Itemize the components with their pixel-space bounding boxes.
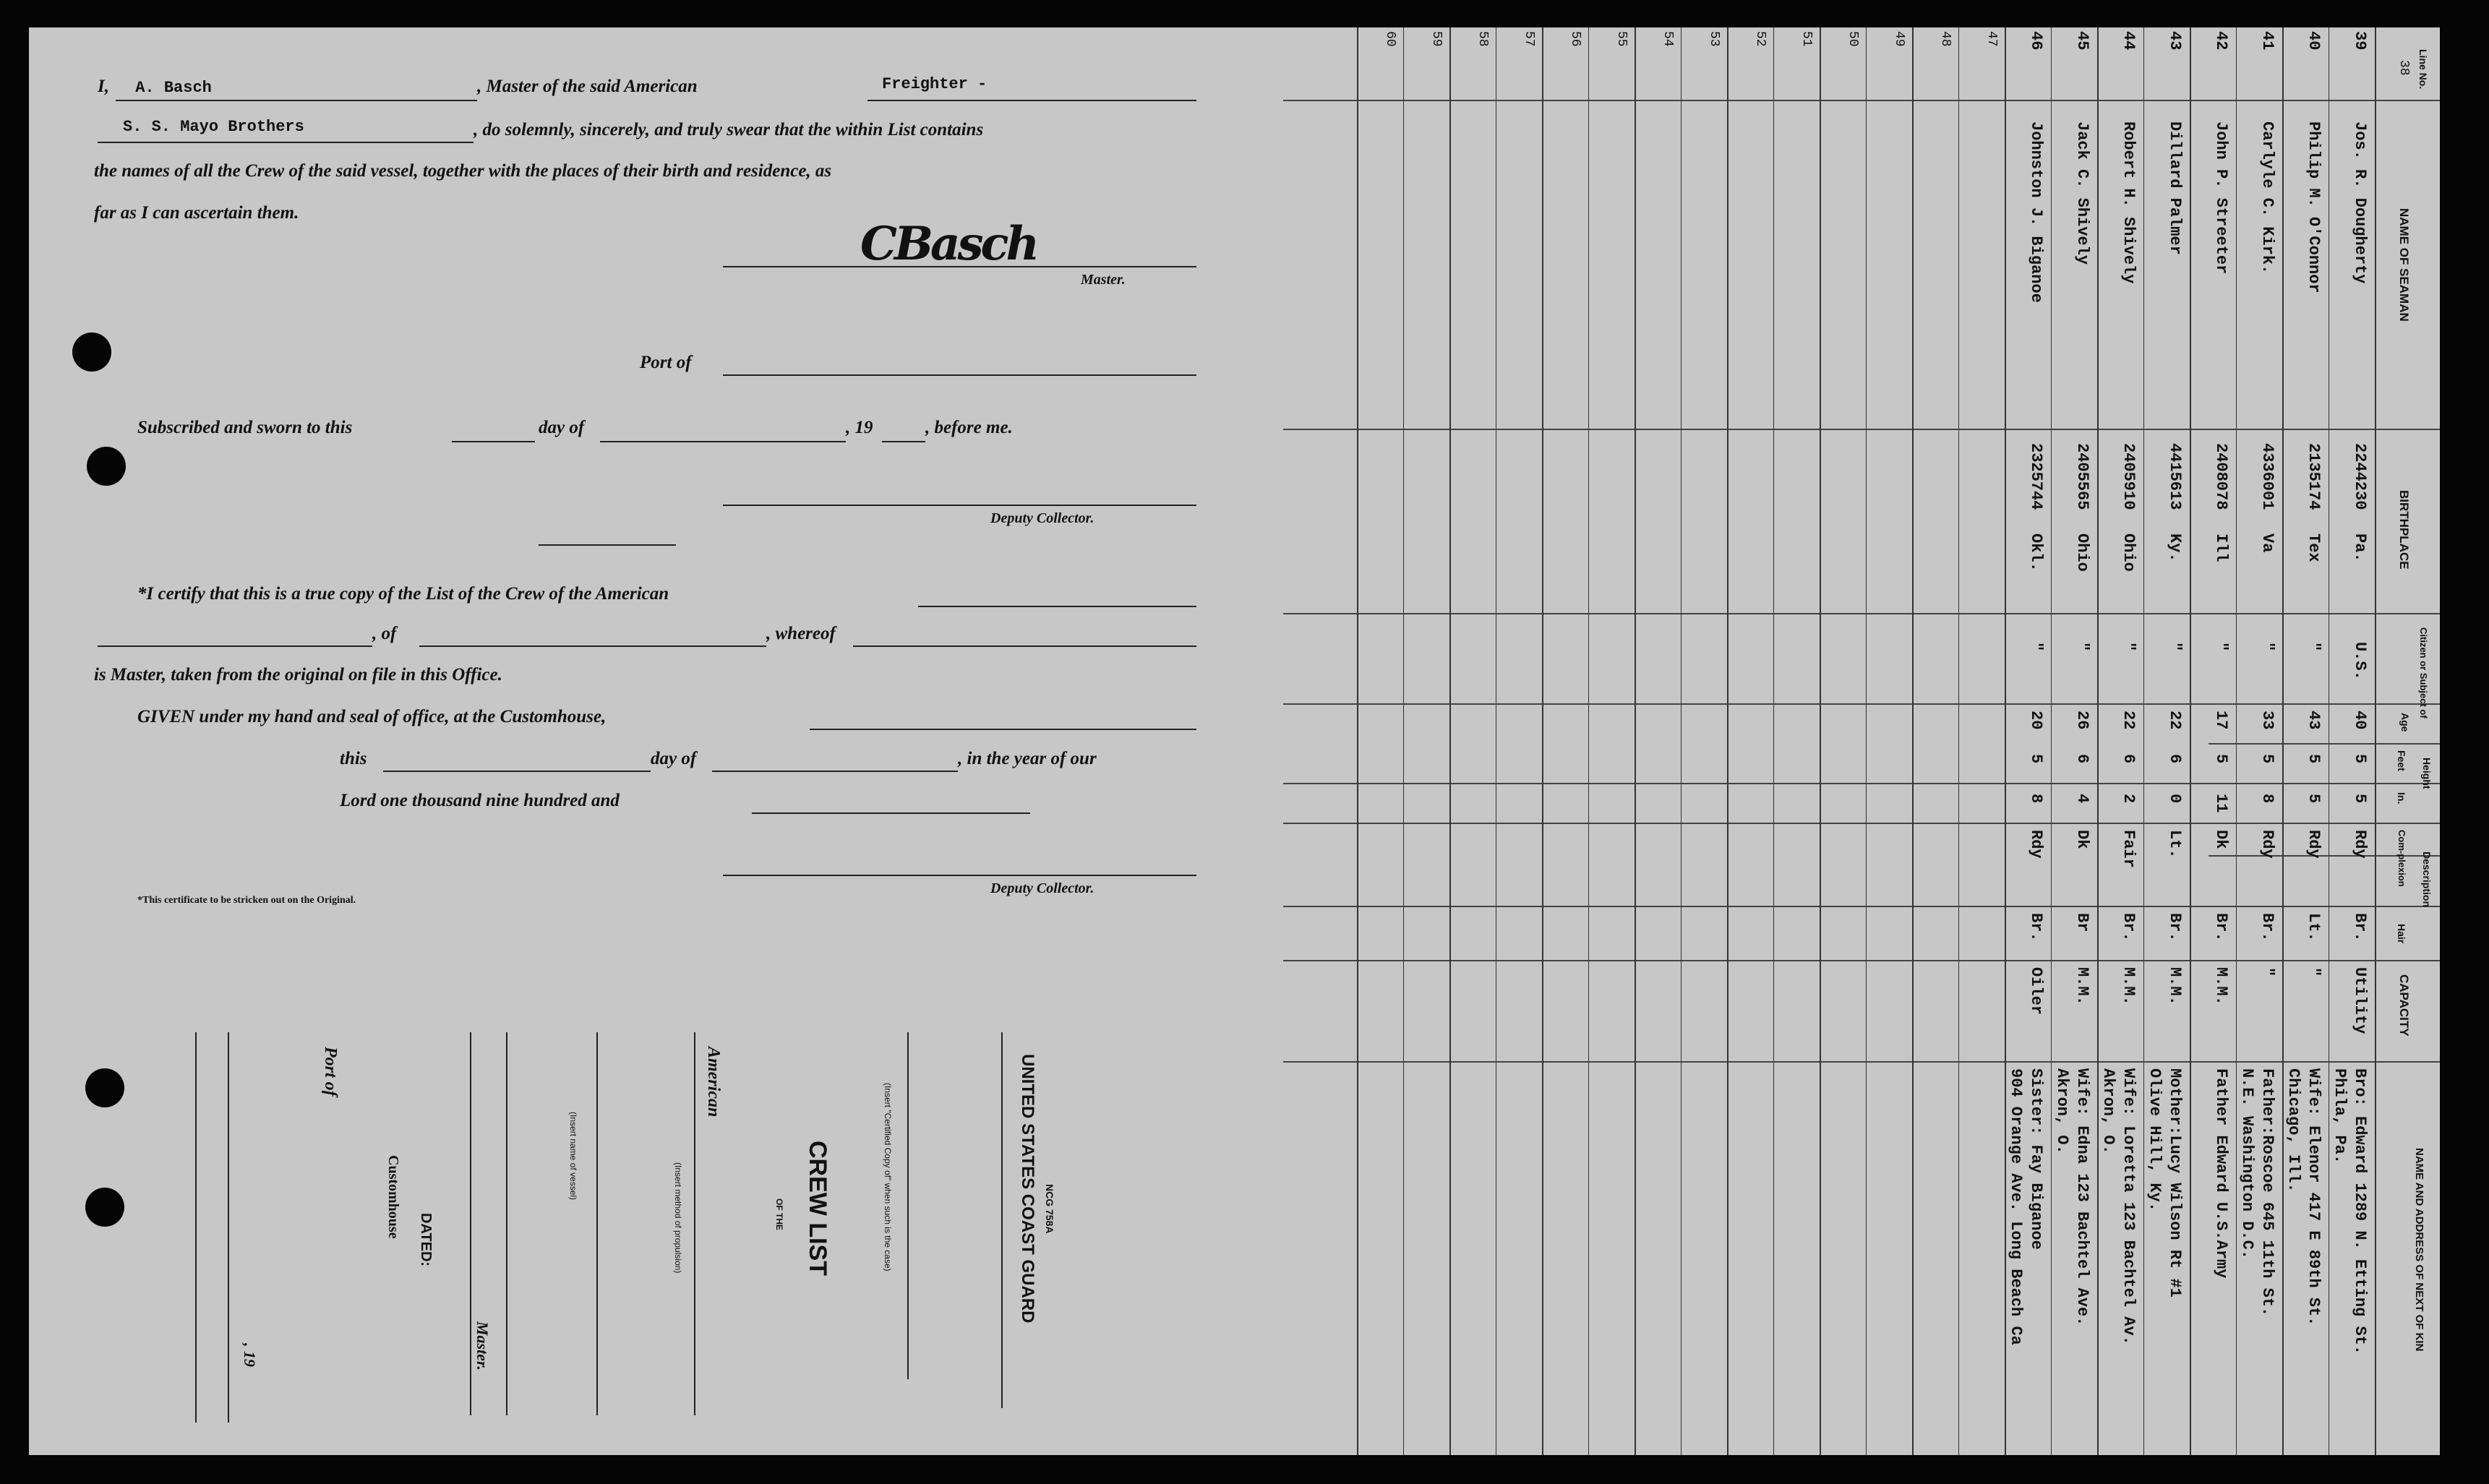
- given-line: GIVEN under my hand and seal of office, at the Customhouse,: [137, 707, 607, 726]
- master-label: Master.: [1081, 272, 1126, 288]
- crew-row-complexion: Rdy: [2258, 830, 2276, 859]
- crew-row-cert-number: 2135174: [2305, 443, 2323, 510]
- crew-row-name: Philip M. O'Connor: [2305, 121, 2323, 293]
- crew-list-title: CREW LIST: [804, 1141, 831, 1276]
- empty-line-number: 47: [1984, 31, 1999, 47]
- crew-row-hair: Lt.: [2305, 913, 2323, 942]
- crew-row-cert-number: 4415613: [2166, 443, 2184, 510]
- header-line-no: Line No.: [2417, 49, 2429, 90]
- header-height: Height: [2421, 758, 2433, 789]
- before-me-label: , before me.: [925, 418, 1013, 437]
- crew-row-kin-line2: Phila, Pa.: [2331, 1068, 2349, 1165]
- header-name: NAME OF SEAMAN: [2397, 208, 2411, 322]
- crew-row-birthplace: Ohio: [2120, 533, 2138, 572]
- empty-line-number: 55: [1614, 31, 1629, 47]
- crew-row-citizen: ": [2073, 642, 2091, 652]
- crew-row-capacity: M.M.: [2120, 967, 2138, 1005]
- header-description: Description: [2421, 852, 2433, 908]
- form-number: NCG 758A: [1044, 1184, 1055, 1234]
- of-the-label: OF THE: [774, 1198, 784, 1230]
- day-of-label-2: day of: [651, 749, 697, 768]
- crew-row-kin-line2: Chicago, Ill.: [2284, 1068, 2302, 1193]
- crew-row-name: Jack C. Shively: [2073, 121, 2091, 265]
- customhouse-label: Customhouse: [385, 1155, 401, 1239]
- oath-line-1: [98, 77, 212, 97]
- crew-row-capacity: Utility: [2351, 967, 2369, 1034]
- header-citizen: Citizen or Subject of: [2418, 627, 2429, 719]
- punch-hole: [72, 333, 111, 372]
- crew-row-birthplace: Ill: [2212, 533, 2230, 562]
- crew-row-height-inches: 5: [2351, 794, 2369, 804]
- crew-row-height-feet: 5: [2212, 754, 2230, 764]
- dated-label: DATED:: [418, 1213, 434, 1267]
- certificate-footnote: *This certificate to be stricken out on the Original.: [137, 895, 356, 906]
- crew-row-height-inches: 8: [2258, 794, 2276, 804]
- header-birthplace: BIRTHPLACE: [2397, 490, 2411, 570]
- day-of-label: day of: [539, 418, 585, 437]
- deputy-collector-label-1: Deputy Collector.: [990, 510, 1094, 526]
- back-master-label: Master.: [474, 1321, 492, 1371]
- crew-row-name: Robert H. Shively: [2120, 121, 2138, 284]
- crew-row-complexion: Dk: [2212, 830, 2230, 849]
- deputy-collector-label-2: Deputy Collector.: [990, 880, 1094, 896]
- empty-line-number: 49: [1892, 31, 1906, 47]
- header-complexion: Com-plexion: [2396, 830, 2407, 887]
- crew-row-name: Dillard Palmer: [2166, 121, 2184, 255]
- empty-line-number: 50: [1846, 31, 1860, 47]
- crew-row-name: Jos. R. Dougherty: [2351, 121, 2369, 284]
- crew-row-height-inches: 8: [2027, 794, 2045, 804]
- crew-row-capacity: M.M.: [2073, 967, 2091, 1005]
- punch-hole: [85, 1068, 124, 1107]
- crew-row-birthplace: Okl.: [2027, 533, 2045, 572]
- crew-list-table: [1283, 27, 2440, 1455]
- crew-row-citizen: ": [2027, 642, 2045, 652]
- master-signature: CBasch: [860, 217, 1037, 271]
- crew-row-age: 43: [2305, 711, 2323, 730]
- crew-row-line-number: 44: [2120, 31, 2138, 51]
- crew-row-citizen: ": [2258, 642, 2276, 652]
- header-next-of-kin: NAME AND ADDRESS OF NEXT OF KIN: [2413, 1148, 2425, 1352]
- crew-row-height-feet: 5: [2351, 754, 2369, 764]
- crew-row-citizen: ": [2305, 642, 2323, 652]
- crew-row-birthplace: Tex: [2305, 533, 2323, 562]
- crew-row-kin-line2: 904 Orange Ave. Long Beach Ca: [2007, 1068, 2025, 1345]
- port-of-label: Port of: [640, 353, 692, 372]
- crew-row-height-inches: 11: [2212, 794, 2230, 813]
- crew-row-line-number: 41: [2258, 31, 2276, 51]
- crew-row-capacity: Oiler: [2027, 967, 2045, 1016]
- crew-row-kin-line1: Mother:Lucy Wilson Rt #1: [2166, 1068, 2184, 1298]
- lord-line: Lord one thousand nine hundred and: [340, 791, 620, 810]
- crew-row-height-inches: 0: [2166, 794, 2184, 804]
- empty-line-number: 59: [1429, 31, 1444, 47]
- empty-line-number: 51: [1799, 31, 1814, 47]
- crew-row-cert-number: 2408078: [2212, 443, 2230, 510]
- crew-row-age: 40: [2351, 711, 2369, 730]
- certify-master-line: is Master, taken from the original on file in this Office.: [94, 665, 502, 685]
- certify-line: *I certify that this is a true copy of the List of the Crew of the American: [137, 584, 669, 604]
- crew-row-complexion: Lt.: [2166, 830, 2184, 859]
- crew-row-cert-number: 2325744: [2027, 443, 2045, 510]
- crew-row-height-feet: 6: [2120, 754, 2138, 764]
- empty-line-number: 56: [1568, 31, 1582, 47]
- insert-vessel-note: (Insert name of vessel): [568, 1112, 578, 1201]
- vessel-name: S. S. Mayo Brothers: [123, 118, 304, 136]
- oath-line-1-mid: , Master of the said American: [477, 77, 698, 96]
- crew-row-line-number: 45: [2073, 31, 2091, 51]
- crew-row-height-feet: 5: [2258, 754, 2276, 764]
- certify-of: , of: [372, 624, 397, 643]
- crew-row-hair: Br.: [2212, 913, 2230, 942]
- crew-row-height-inches: 4: [2073, 794, 2091, 804]
- agency-name: UNITED STATES COAST GUARD: [1018, 1054, 1037, 1324]
- crew-row-age: 26: [2073, 711, 2091, 730]
- empty-line-number: 53: [1707, 31, 1721, 47]
- crew-row-age: 17: [2212, 711, 2230, 730]
- crew-row-citizen: ": [2212, 642, 2230, 652]
- crew-row-age: 22: [2120, 711, 2138, 730]
- oath-line-2: , do solemnly, sincerely, and truly swear that the within List contains: [474, 120, 984, 140]
- empty-line-number: 57: [1522, 31, 1536, 47]
- back-port-of-label: Port of: [321, 1047, 340, 1097]
- crew-row-kin-line1: Sister: Fay Biganoe: [2027, 1068, 2045, 1250]
- crew-row-hair: Br.: [2166, 913, 2184, 942]
- crew-row-citizen: U.S.: [2351, 642, 2369, 680]
- crew-row-height-feet: 6: [2073, 754, 2091, 764]
- empty-line-number: 54: [1661, 31, 1675, 47]
- crew-row-line-number: 39: [2351, 31, 2369, 51]
- crew-row-birthplace: Va: [2258, 533, 2276, 553]
- crew-row-capacity: ": [2258, 967, 2276, 977]
- crew-row-citizen: ": [2120, 642, 2138, 652]
- crew-row-kin-line1: Father:Roscoe 645 11th St.: [2258, 1068, 2276, 1317]
- crew-row-kin-line2: Olive Hill, Ky.: [2146, 1068, 2164, 1212]
- crew-row-age: 33: [2258, 711, 2276, 730]
- crew-row-citizen: ": [2166, 642, 2184, 652]
- crew-row-capacity: ": [2305, 967, 2323, 977]
- vessel-type: Freighter -: [882, 75, 988, 93]
- empty-line-number: 58: [1475, 31, 1490, 47]
- oath-line-4: far as I can ascertain them.: [94, 203, 299, 223]
- punch-hole: [87, 447, 126, 486]
- empty-line-number: 52: [1753, 31, 1768, 47]
- crew-row-hair: Br.: [2258, 913, 2276, 942]
- crew-row-complexion: Rdy: [2305, 830, 2323, 859]
- certify-whereof: , whereof: [766, 624, 836, 643]
- punch-hole: [85, 1188, 124, 1227]
- crew-row-kin-line1: Father Edward U.S.Army: [2212, 1068, 2230, 1279]
- crew-list-document: [29, 27, 2440, 1455]
- year-19-label: , 19: [846, 418, 873, 437]
- crew-row-hair: Br: [2073, 913, 2091, 932]
- crew-row-kin-line1: Wife: Edna 123 Bachtel Ave.: [2073, 1068, 2091, 1326]
- back-year-label: , 19: [241, 1343, 259, 1367]
- crew-row-cert-number: 2244230: [2351, 443, 2369, 510]
- crew-row-cert-number: 4336001: [2258, 443, 2276, 510]
- crew-row-complexion: Rdy: [2351, 830, 2369, 859]
- empty-line-number: 48: [1938, 31, 1953, 47]
- crew-row-height-feet: 5: [2027, 754, 2045, 764]
- crew-row-capacity: M.M.: [2166, 967, 2184, 1005]
- header-age: Age: [2399, 713, 2411, 732]
- crew-row-age: 20: [2027, 711, 2045, 730]
- empty-line-number: 60: [1383, 31, 1397, 47]
- crew-row-line-number: 40: [2305, 31, 2323, 51]
- crew-row-name: Carlyle C. Kirk.: [2258, 121, 2276, 275]
- insert-propulsion-note: (Insert method of propulsion): [673, 1162, 683, 1274]
- crew-row-birthplace: Pa.: [2351, 533, 2369, 562]
- crew-row-height-feet: 5: [2305, 754, 2323, 764]
- crew-row-cert-number: 2405565: [2073, 443, 2091, 510]
- header-top-number: 38: [2396, 60, 2411, 76]
- prefix: I,: [98, 77, 109, 96]
- crew-row-kin-line1: Wife: Elenor 417 E 89th St.: [2305, 1068, 2323, 1326]
- crew-row-age: 22: [2166, 711, 2184, 730]
- header-hair: Hair: [2396, 924, 2407, 944]
- crew-row-line-number: 43: [2166, 31, 2184, 51]
- crew-row-line-number: 42: [2212, 31, 2230, 51]
- crew-row-height-inches: 5: [2305, 794, 2323, 804]
- crew-row-birthplace: Ohio: [2073, 533, 2091, 572]
- crew-row-hair: Br.: [2027, 913, 2045, 942]
- crew-row-birthplace: Ky.: [2166, 533, 2184, 562]
- crew-row-name: Johnston J. Biganoe: [2027, 121, 2045, 303]
- this-label: this: [340, 749, 367, 768]
- crew-row-kin-line2: Akron, O.: [2053, 1068, 2071, 1154]
- crew-row-kin-line1: Wife: Loretta 123 Bachtel Av.: [2120, 1068, 2138, 1345]
- crew-row-kin-line2: N.E. Washington D.C.: [2238, 1068, 2256, 1260]
- crew-row-height-inches: 2: [2120, 794, 2138, 804]
- crew-row-kin-line2: Akron, O.: [2099, 1068, 2117, 1154]
- subscribed-line: Subscribed and sworn to this: [137, 418, 353, 437]
- master-name: A. Basch: [135, 79, 212, 97]
- crew-row-complexion: Fair: [2120, 830, 2138, 868]
- header-capacity: CAPACITY: [2397, 974, 2411, 1037]
- oath-line-3: the names of all the Crew of the said vessel, together with the places of their birth and residence, as: [94, 161, 832, 181]
- crew-row-capacity: M.M.: [2212, 967, 2230, 1005]
- crew-row-hair: Br.: [2351, 913, 2369, 942]
- certified-copy-note: (Insert "Certified Copy of" when such is the case): [883, 1083, 893, 1271]
- crew-row-kin-line1: Bro: Edward 1289 N. Etting St.: [2351, 1068, 2369, 1355]
- crew-row-complexion: Rdy: [2027, 830, 2045, 859]
- crew-row-hair: Br.: [2120, 913, 2138, 942]
- crew-row-height-feet: 6: [2166, 754, 2184, 764]
- header-inches: In.: [2396, 792, 2407, 805]
- american-label: American: [704, 1047, 723, 1118]
- crew-row-line-number: 46: [2027, 31, 2045, 51]
- crew-row-complexion: Dk: [2073, 830, 2091, 849]
- year-of-our-label: , in the year of our: [958, 749, 1097, 768]
- crew-row-name: John P. Streeter: [2212, 121, 2230, 275]
- header-feet: Feet: [2396, 750, 2407, 771]
- crew-row-cert-number: 2405910: [2120, 443, 2138, 510]
